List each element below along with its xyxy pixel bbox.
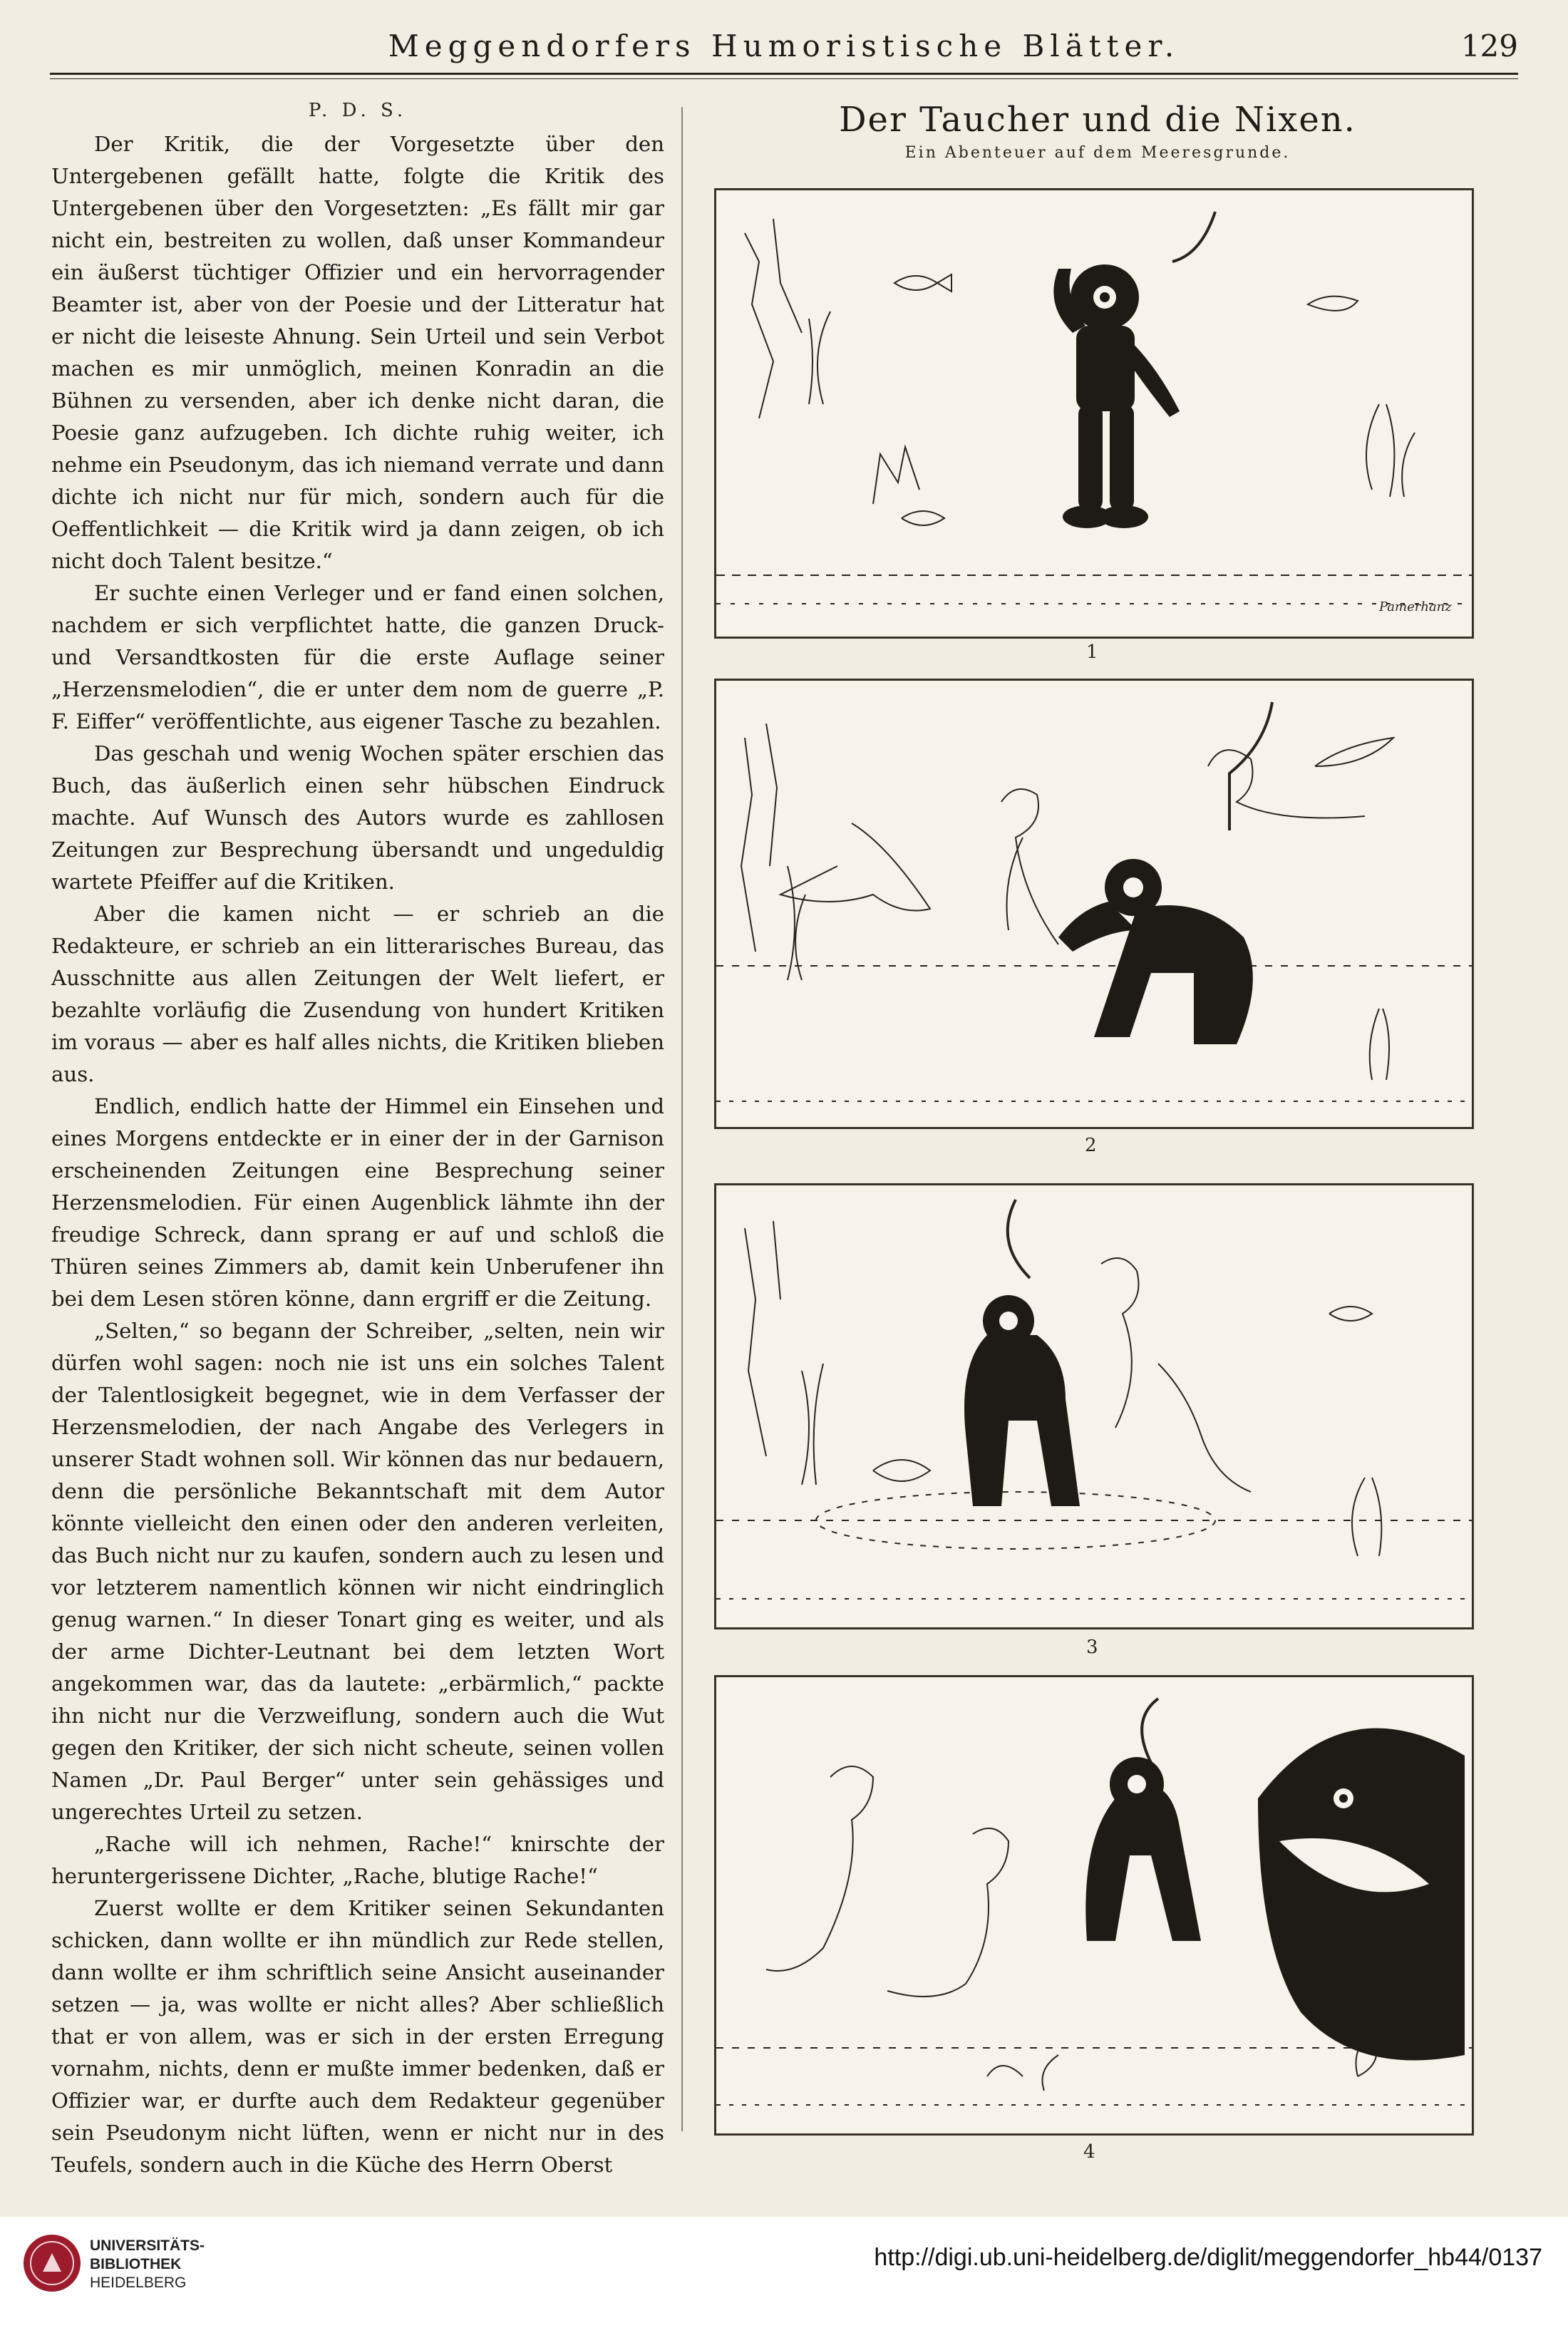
- column-divider: [681, 107, 683, 2131]
- journal-title: Meggendorfers Humoristische Blätter.: [388, 29, 1180, 63]
- comic-panel-3: [714, 1183, 1474, 1629]
- footer-bar: [0, 2217, 1568, 2328]
- library-line-3: HEIDELBERG: [90, 2275, 187, 2291]
- panel-4-illustration: [716, 1677, 1472, 2133]
- panel-number-3: 3: [1086, 1637, 1098, 1658]
- article-paragraph: „Selten,“ so begann der Schreiber, „selten, nein wir dürfen wohl sagen: noch nie ist uns ein solches Talent der Talentlosigkeit begegnet, wie in dem Verfasser der Herzensmelodien, der nach Angabe des Verlegers in unserer Stadt wohnen soll. Wir können das nur bedauern, denn die persönliche Bekanntschaft mit dem Autor könnte vielleicht den einen oder den anderen verleiten, das Buch nicht nur zu kaufen, sondern auch zu lesen und vor letzterem namentlich können wir nicht eindringlich genug warnen.“ In dieser Tonart ging es weiter, und als der arme Dichter-Leutnant bei dem letzten Wort angekommen war, das da lautete: „erbärmlich,“ packte ihn nicht nur die Verzweiflung, sondern auch die Wut gegen den Kritiker, der sich nicht scheute, seinen vollen Namen „Dr. Paul Berger“ unter sein gehässiges und ungerechtes Urteil zu setzen.: [51, 1319, 664, 1824]
- comic-title: Der Taucher und die Nixen.: [839, 100, 1356, 140]
- library-line-1: UNIVERSITÄTS-: [90, 2237, 205, 2254]
- comic-panel-4: [714, 1675, 1474, 2136]
- permalink-url[interactable]: http://digi.ub.uni-heidelberg.de/diglit/meggendorfer_hb44/0137: [874, 2244, 1542, 2271]
- article-paragraph: Das geschah und wenig Wochen später erschien das Buch, das äußerlich einen sehr hübschen Eindruck machte. Auf Wunsch des Autors wurde es zahllosen Zeitungen zur Besprechung übersandt und ungeduldig wartete Pfeiffer auf die Kritiken.: [51, 741, 664, 894]
- panel-1-illustration: [716, 190, 1472, 637]
- panel-number-2: 2: [1085, 1135, 1097, 1156]
- article-heading: P. D. S.: [308, 100, 408, 121]
- panel-number-4: 4: [1083, 2141, 1095, 2163]
- comic-subtitle: Ein Abenteuer auf dem Meeresgrunde.: [904, 144, 1291, 162]
- library-line-2: BIBLIOTHEK: [90, 2256, 182, 2272]
- running-head: [50, 24, 1518, 70]
- page-number: 129: [1460, 29, 1518, 63]
- article-paragraph: Aber die kamen nicht — er schrieb an die Redakteure, er schrieb an ein litterarisches Bureau, das Ausschnitte aus allen Zeitungen der Welt liefert, er bezahlte vorläufig die Zusendung von hundert Kritiken im voraus — aber es half alles nichts, die Kritiken blieben aus.: [51, 902, 664, 1086]
- library-name: [90, 2237, 205, 2292]
- article-column: [51, 100, 664, 2181]
- university-seal-logo: [21, 2232, 83, 2294]
- article-paragraph: Der Kritik, die der Vorgesetzte über den Untergebenen gefällt hatte, folgte die Kritik des Untergebenen über den Vorgesetzten: „Es fällt mir gar nicht ein, bestreiten zu wollen, daß unser Kommandeur ein äußerst tüchtiger Offizier und ein hervorragender Beamter ist, aber von der Poesie und der Litteratur hat er nicht die leiseste Ahnung. Sein Urteil und sein Verbot machen es mir unmöglich, meinen Konradin an die Bühnen zu versenden, aber ich denke nicht daran, die Poesie ganz aufzugeben. Ich dichte ruhig weiter, ich nehme ein Pseudonym, das ich niemand verrate und dann dichte ich nicht nur für mich, sondern auch für die Oeffentlichkeit — die Kritik wird ja dann zeigen, ob ich nicht doch Talent besitze.“: [51, 132, 664, 573]
- panel-number-1: 1: [1086, 642, 1098, 663]
- artist-signature: Pamerhanz: [1379, 599, 1452, 614]
- article-paragraph: Er suchte einen Verleger und er fand einen solchen, nachdem er sich verpflichtet hatte, die ganzen Druck- und Versandtkosten für die erste Auflage seiner „Herzensmelodien“, die er unter dem nom de guerre „P. F. Eiffer“ veröffentlichte, aus eigener Tasche zu bezahlen.: [51, 581, 664, 733]
- comic-header: [706, 100, 1490, 162]
- comic-panel-2: [714, 679, 1474, 1129]
- panel-3-illustration: [716, 1185, 1472, 1627]
- article-paragraph: Zuerst wollte er dem Kritiker seinen Sekundanten schicken, dann wollte er ihn mündlich zur Rede stellen, dann wollte er ihm schriftlich seine Ansicht auseinander setzen — ja, was wollte er nicht alles? Aber schließlich that er von allem, was er sich in der ersten Erregung vornahm, nichts, denn er mußte immer bedenken, daß er Offizier war, er durfte auch dem Redakteur gegenüber sein Pseudonym nicht lüften, wenn er nicht nur in des Teufels, sondern auch in die Küche des Herrn Oberst: [51, 1896, 664, 2177]
- article-paragraph: Endlich, endlich hatte der Himmel ein Einsehen und eines Morgens entdeckte er in einer der in der Garnison erscheinenden Zeitungen eine Besprechung seiner Herzensmelodien. Für einen Augenblick lähmte ihn der freudige Schreck, dann sprang er auf und schloß die Thüren seines Zimmers ab, damit kein Unberufener ihn bei dem Lesen stören könne, dann ergriff er die Zeitung.: [51, 1094, 664, 1311]
- article-paragraph: „Rache will ich nehmen, Rache!“ knirschte der heruntergerissene Dichter, „Rache, blutige Rache!“: [51, 1832, 664, 1888]
- comic-panel-1: [714, 188, 1474, 639]
- panel-2-illustration: [716, 681, 1472, 1127]
- header-rule: [50, 73, 1518, 79]
